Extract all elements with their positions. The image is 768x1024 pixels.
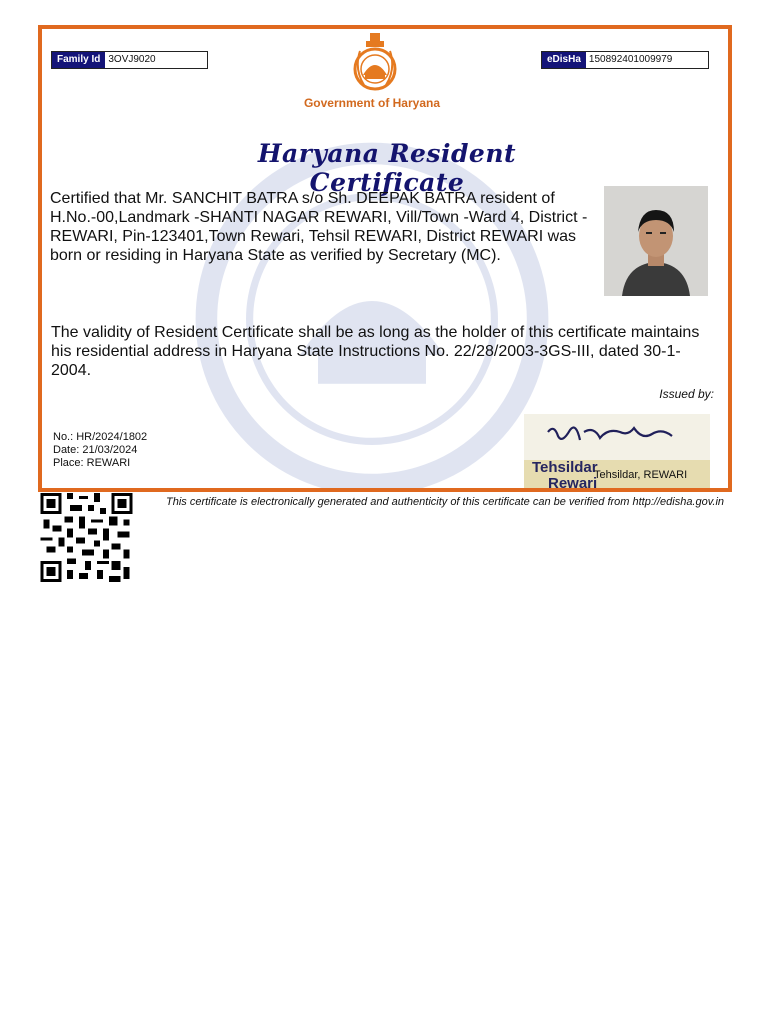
stamp-line-2: Rewari [548, 475, 598, 488]
haryana-emblem-icon [348, 31, 402, 93]
certificate-title: Haryana Resident Certificate [257, 139, 517, 197]
certification-text: Certified that Mr. SANCHIT BATRA s/o Sh. DEEPAK BATRA resident of H.No.-00,Landmark -SHANTI NAGAR REWARI, Vill/Town -Ward 4, District -REWARI, Pin-123401,Town Rewari, Tehsil REWARI, District REWARI was born or residing in Haryana State as verified by Secretary (MC). [50, 190, 588, 264]
edisha-value: 150892401009979 [588, 54, 673, 65]
verification-note: This certificate is electronically generated and authenticity of this certificate can be verified from http://edisha.gov.in [166, 496, 725, 508]
edisha-label: eDisHa [542, 52, 586, 68]
family-id-box [51, 51, 208, 69]
qr-code-icon[interactable] [40, 493, 133, 582]
government-heading: Government of Haryana [303, 96, 441, 110]
certificate-number: No.: HR/2024/1802 [53, 431, 148, 443]
certificate [38, 25, 732, 492]
stamp-line-1: Tehsildar [532, 459, 598, 476]
certificate-meta [53, 431, 147, 470]
certificate-date: Date: 21/03/2024 [53, 444, 138, 456]
certificate-place: Place: REWARI [53, 457, 131, 469]
issued-by-label: Issued by: [659, 387, 714, 401]
signatory-caption: Tehsildar, REWARI [594, 469, 688, 481]
edisha-box [541, 51, 709, 69]
applicant-photo [604, 186, 708, 296]
family-id-value: 3OVJ9020 [108, 54, 156, 65]
validity-text: The validity of Resident Certificate shall be as long as the holder of this certificate maintains his residential address in Haryana State Instructions No. 22/28/2003-3GS-III, dated 30-1-2004. [51, 324, 700, 379]
family-id-label: Family Id [52, 52, 105, 68]
